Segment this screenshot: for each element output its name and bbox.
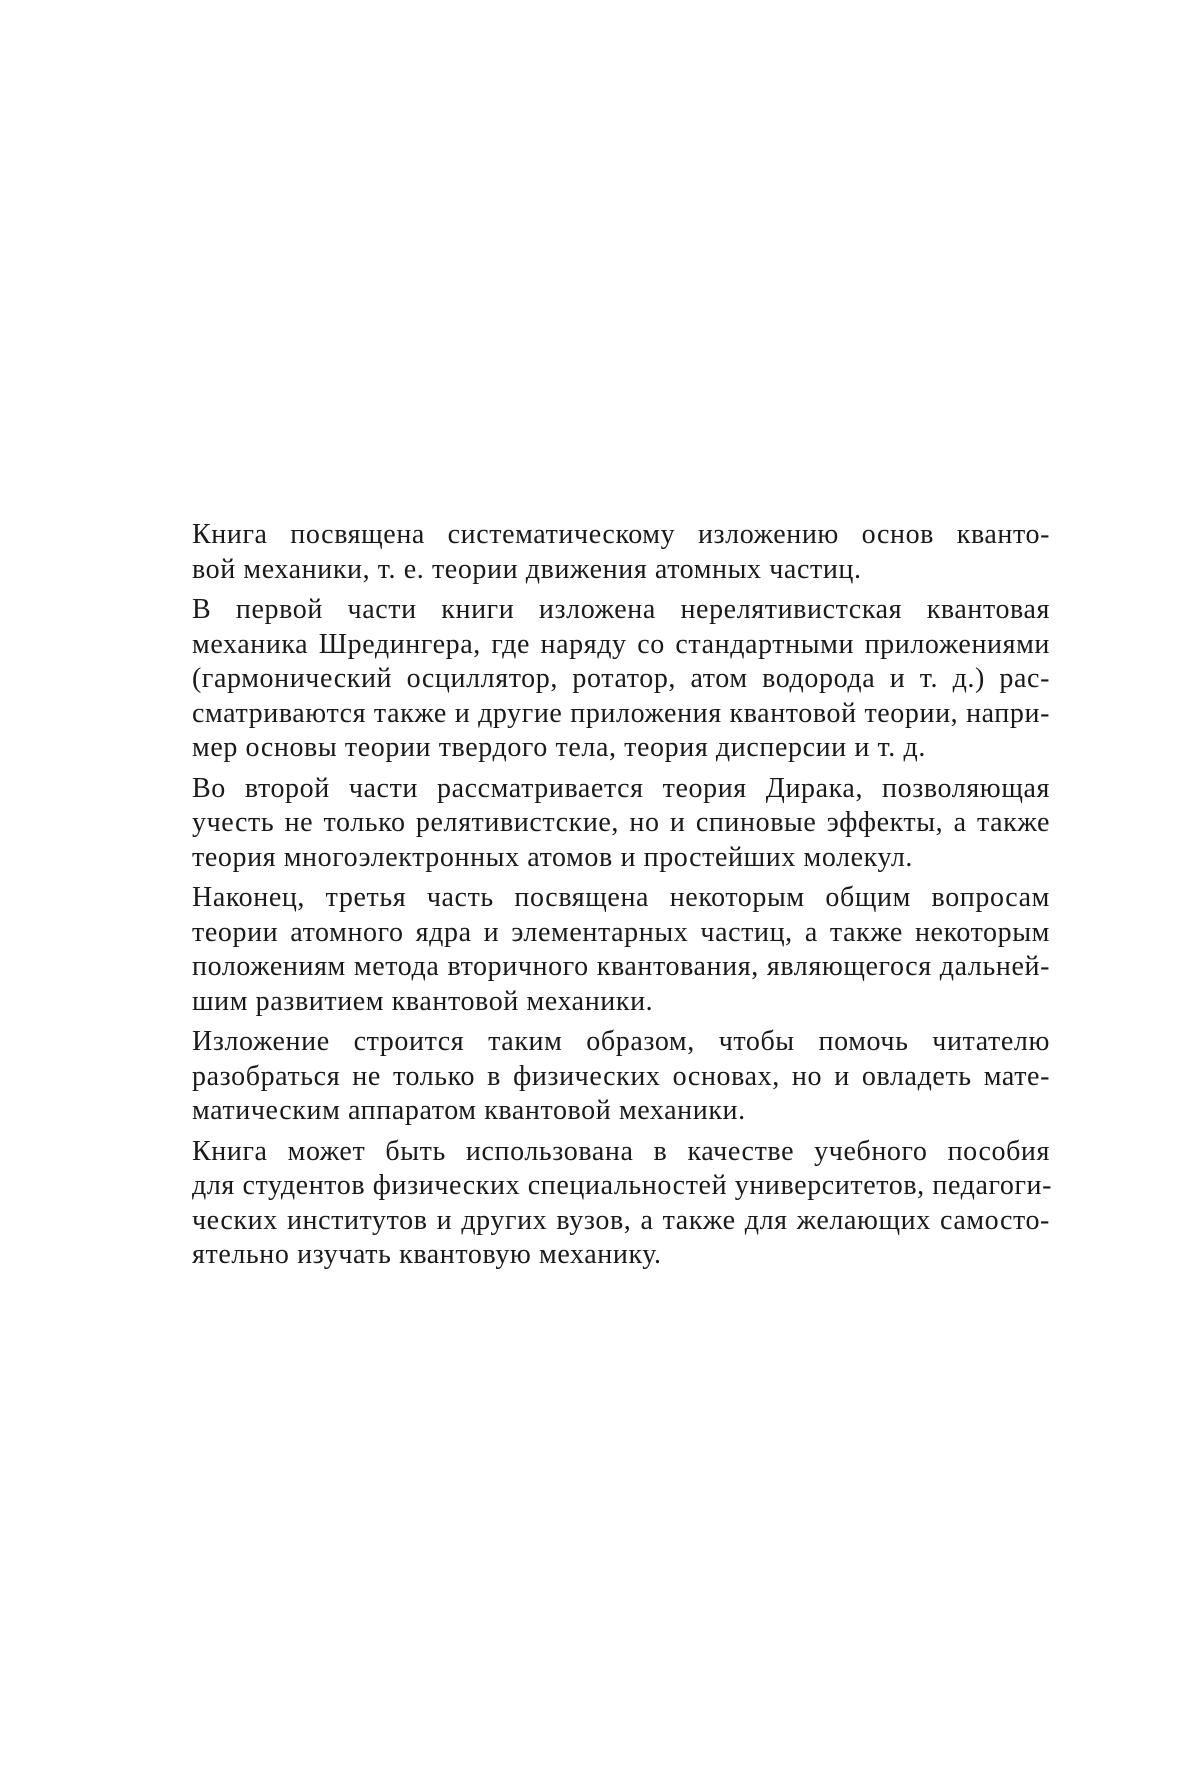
paragraph-line: В первой части книги изложена нерелятивистская квантовая [192,594,1050,625]
paragraph-3 [192,772,1050,876]
paragraph-line: (гармонический осциллятор, ротатор, атом водорода и т. д.) рас- [192,663,1050,694]
paragraph-line: разобраться не только в физических основах, но и овладеть мате- [192,1060,1050,1092]
paragraph-2 [192,593,1050,766]
paragraph-line: матическим аппаратом квантовой механики. [192,1095,746,1126]
paragraph-line: ятельно изучать квантовую механику. [192,1239,662,1270]
paragraph-line: Книга посвящена систематическому изложению основ кванто- [192,519,1050,550]
paragraph-1 [192,518,1050,587]
paragraph-line: вой механики, т. е. теории движения атомных частиц. [192,553,862,585]
paragraph-line: Во второй части рассматривается теория Дирака, позволяющая [192,772,1050,804]
paragraph-line: теория многоэлектронных атомов и простейших молекул. [192,841,914,873]
paragraph-line: Наконец, третья часть посвящена некоторым общим вопросам [192,882,1050,913]
paragraph-line: Книга может быть использована в качестве учебного пособия [192,1135,1050,1167]
paragraph-line: Изложение строится таким образом, чтобы помочь читателю [192,1026,1050,1057]
abstract-text [192,518,1053,1279]
paragraph-line: ческих институтов и других вузов, а также для желающих самосто- [192,1204,1050,1236]
paragraph-line: учесть не только релятивистские, но и спиновые эффекты, а также [192,807,1050,838]
paragraph-line: положениям метода вторичного квантования, являющегося дальней- [192,951,1050,982]
paragraph-line: шим развитием квантовой механики. [192,985,654,1017]
paragraph-line: теории атомного ядра и элементарных частиц, а также некоторым [192,916,1050,948]
paragraph-line: механика Шредингера, где наряду со стандартными приложениями [192,628,1050,660]
paragraph-line: мер основы теории твердого тела, теория дисперсии и т. д. [192,732,926,763]
paragraph-4 [192,881,1050,1019]
paragraph-5 [192,1025,1050,1129]
paragraph-line: для студентов физических специальностей университетов, педагоги- [192,1170,1053,1201]
paragraph-6 [192,1135,1053,1273]
paragraph-line: сматриваются также и другие приложения квантовой теории, напри- [192,697,1050,729]
